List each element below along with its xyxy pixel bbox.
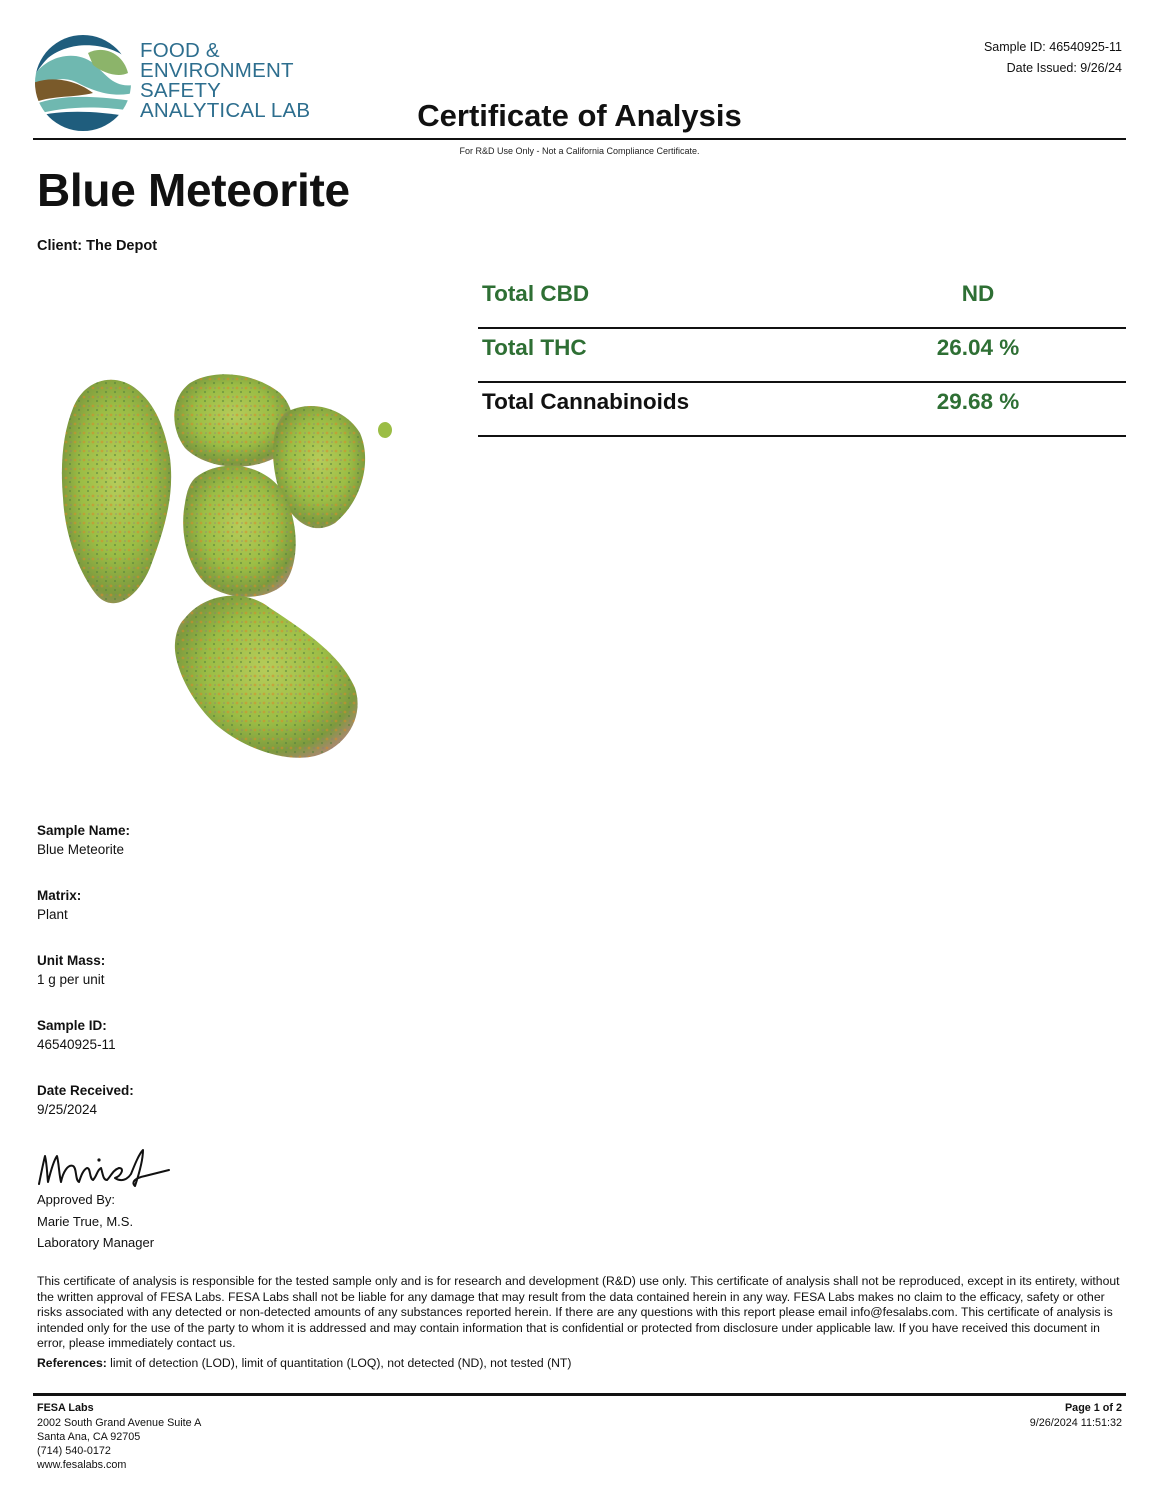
- summary-label: Total THC: [482, 335, 587, 360]
- footer-divider: [33, 1393, 1126, 1396]
- approver-title: Laboratory Manager: [37, 1235, 155, 1250]
- detail-value: 1 g per unit: [37, 972, 105, 987]
- references-text: limit of detection (LOD), limit of quantitation (LOQ), not detected (ND), not tested (NT): [106, 1356, 572, 1370]
- detail-matrix: [37, 887, 337, 952]
- detail-label: Matrix:: [37, 888, 82, 903]
- cannabis-buds-image: [55, 368, 400, 768]
- footer-website[interactable]: www.fesalabs.com: [37, 1459, 127, 1471]
- header-sample-id: Sample ID: 46540925-11: [983, 40, 1122, 54]
- product-name: Blue Meteorite: [37, 164, 350, 216]
- disclaimer-text: This certificate of analysis is responsible for the tested sample only and is for research and development (R&D) use only. This certificate of analysis shall not be reproduced, except in its entirety, without the written approval of FESA Labs. FESA Labs shall not be liable for any damage that may result from the data contained herein in any way. FESA Labs makes no claim to the efficacy, safety or other risks associated with any detected or non-detected amounts of any substances reported herein. If there are any questions with this report please email info@fesalabs.com. This certificate of analysis is intended only for the use of the party to whom it is addressed and may contain information that is confidential or protected from disclosure under applicable law. If you have received this document in error, please immediately contact us.: [37, 1274, 1120, 1350]
- page-title-text: Certificate of Analysis: [417, 98, 742, 133]
- summary-label: Total Cannabinoids: [482, 389, 690, 414]
- approved-by-label: Approved By:: [37, 1192, 116, 1207]
- detail-value: Plant: [37, 907, 68, 922]
- sample-details: [37, 822, 337, 1147]
- summary-value: 29.68 %: [936, 389, 1020, 414]
- footer-timestamp: 9/26/2024 11:51:32: [1029, 1417, 1122, 1429]
- footer-address-line2: Santa Ana, CA 92705: [37, 1431, 141, 1443]
- logo-line-4: ANALYTICAL LAB: [140, 99, 311, 122]
- page-number: Page 1 of 2: [1064, 1402, 1122, 1414]
- page-title: [0, 98, 1159, 134]
- footer-address: [37, 1401, 201, 1472]
- header-meta: [984, 37, 1122, 79]
- footer-company: FESA Labs: [37, 1402, 94, 1414]
- detail-sample-id: [37, 1017, 337, 1082]
- detail-label: Sample Name:: [37, 823, 131, 838]
- detail-label: Unit Mass:: [37, 953, 106, 968]
- compliance-note: For R&D Use Only - Not a California Compliance Certificate.: [459, 146, 700, 156]
- detail-label: Sample ID:: [37, 1018, 107, 1033]
- logo-line-1: FOOD &: [140, 39, 220, 62]
- footer-address-line1: 2002 South Grand Avenue Suite A: [37, 1417, 202, 1429]
- detail-sample-name: [37, 822, 337, 887]
- detail-label: Date Received:: [37, 1083, 134, 1098]
- summary-row-total-thc: [478, 329, 1126, 383]
- detail-value: 9/25/2024: [37, 1102, 98, 1117]
- summary-row-total-cannabinoids: [478, 383, 1126, 437]
- header-date-issued: Date Issued: 9/26/24: [1006, 61, 1122, 75]
- sample-photo: [55, 368, 400, 768]
- signature: [35, 1146, 175, 1190]
- approval-block: [37, 1189, 154, 1254]
- footer-phone: (714) 540-0172: [37, 1445, 111, 1457]
- summary-value: ND: [961, 281, 995, 306]
- detail-value: Blue Meteorite: [37, 842, 125, 857]
- detail-date-received: [37, 1082, 337, 1147]
- footer-page-info: [1030, 1401, 1122, 1431]
- signature-icon: [35, 1146, 175, 1190]
- logo-line-3: SAFETY: [140, 79, 221, 102]
- references: [37, 1356, 571, 1370]
- logo-line-2: ENVIRONMENT: [140, 59, 294, 82]
- summary-value: 26.04 %: [936, 335, 1020, 360]
- summary-row-total-cbd: [478, 275, 1126, 329]
- detail-value: 46540925-11: [37, 1037, 116, 1052]
- cannabinoid-summary: [478, 275, 1126, 437]
- client-line: Client: The Depot: [37, 238, 158, 254]
- header-divider: [33, 138, 1126, 140]
- approver-name: Marie True, M.S.: [37, 1213, 134, 1229]
- detail-unit-mass: [37, 952, 337, 1017]
- references-label: References:: [37, 1356, 107, 1370]
- summary-label: Total CBD: [482, 281, 590, 306]
